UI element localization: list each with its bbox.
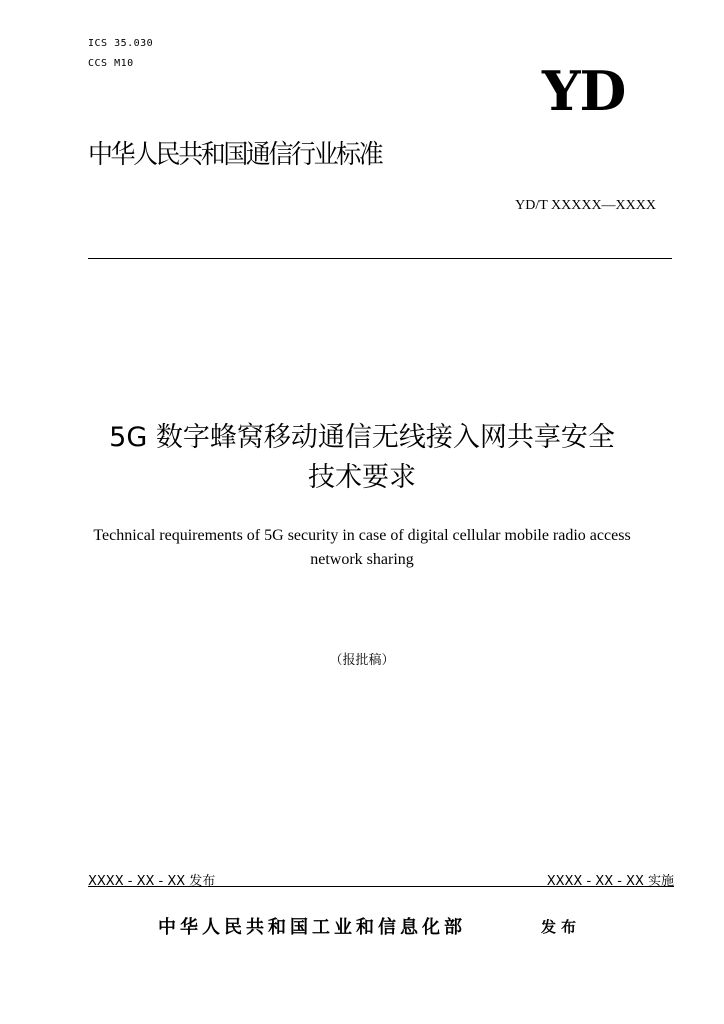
header-divider (88, 258, 672, 259)
chinese-title-line-2: 技术要求 (308, 462, 416, 493)
yd-logo: YD (542, 59, 626, 123)
chinese-title (0, 418, 724, 498)
chinese-title-line-1: 5G 数字蜂窝移动通信无线接入网共享安全 (109, 422, 615, 453)
english-title (0, 524, 724, 572)
footer-divider (88, 886, 674, 887)
draft-status: （报批稿） (329, 653, 395, 668)
publisher-name: 中华人民共和国工业和信息化部 (158, 917, 466, 938)
english-title-line-1: Technical requirements of 5G security in case of digital cellular mobile radio access (93, 527, 631, 544)
publish-label: 发布 (541, 918, 582, 936)
industry-standard-title: 中华人民共和国通信行业标准 (88, 140, 382, 170)
ccs-code: CCS M10 (88, 58, 134, 69)
publish-date: XXXX - XX - XX 发布 (88, 874, 216, 889)
english-title-line-2: network sharing (310, 551, 414, 568)
implement-date: XXXX - XX - XX 实施 (546, 874, 674, 889)
standard-number: YD/T XXXXX—XXXX (515, 198, 656, 213)
ics-code: ICS 35.030 (88, 38, 154, 49)
